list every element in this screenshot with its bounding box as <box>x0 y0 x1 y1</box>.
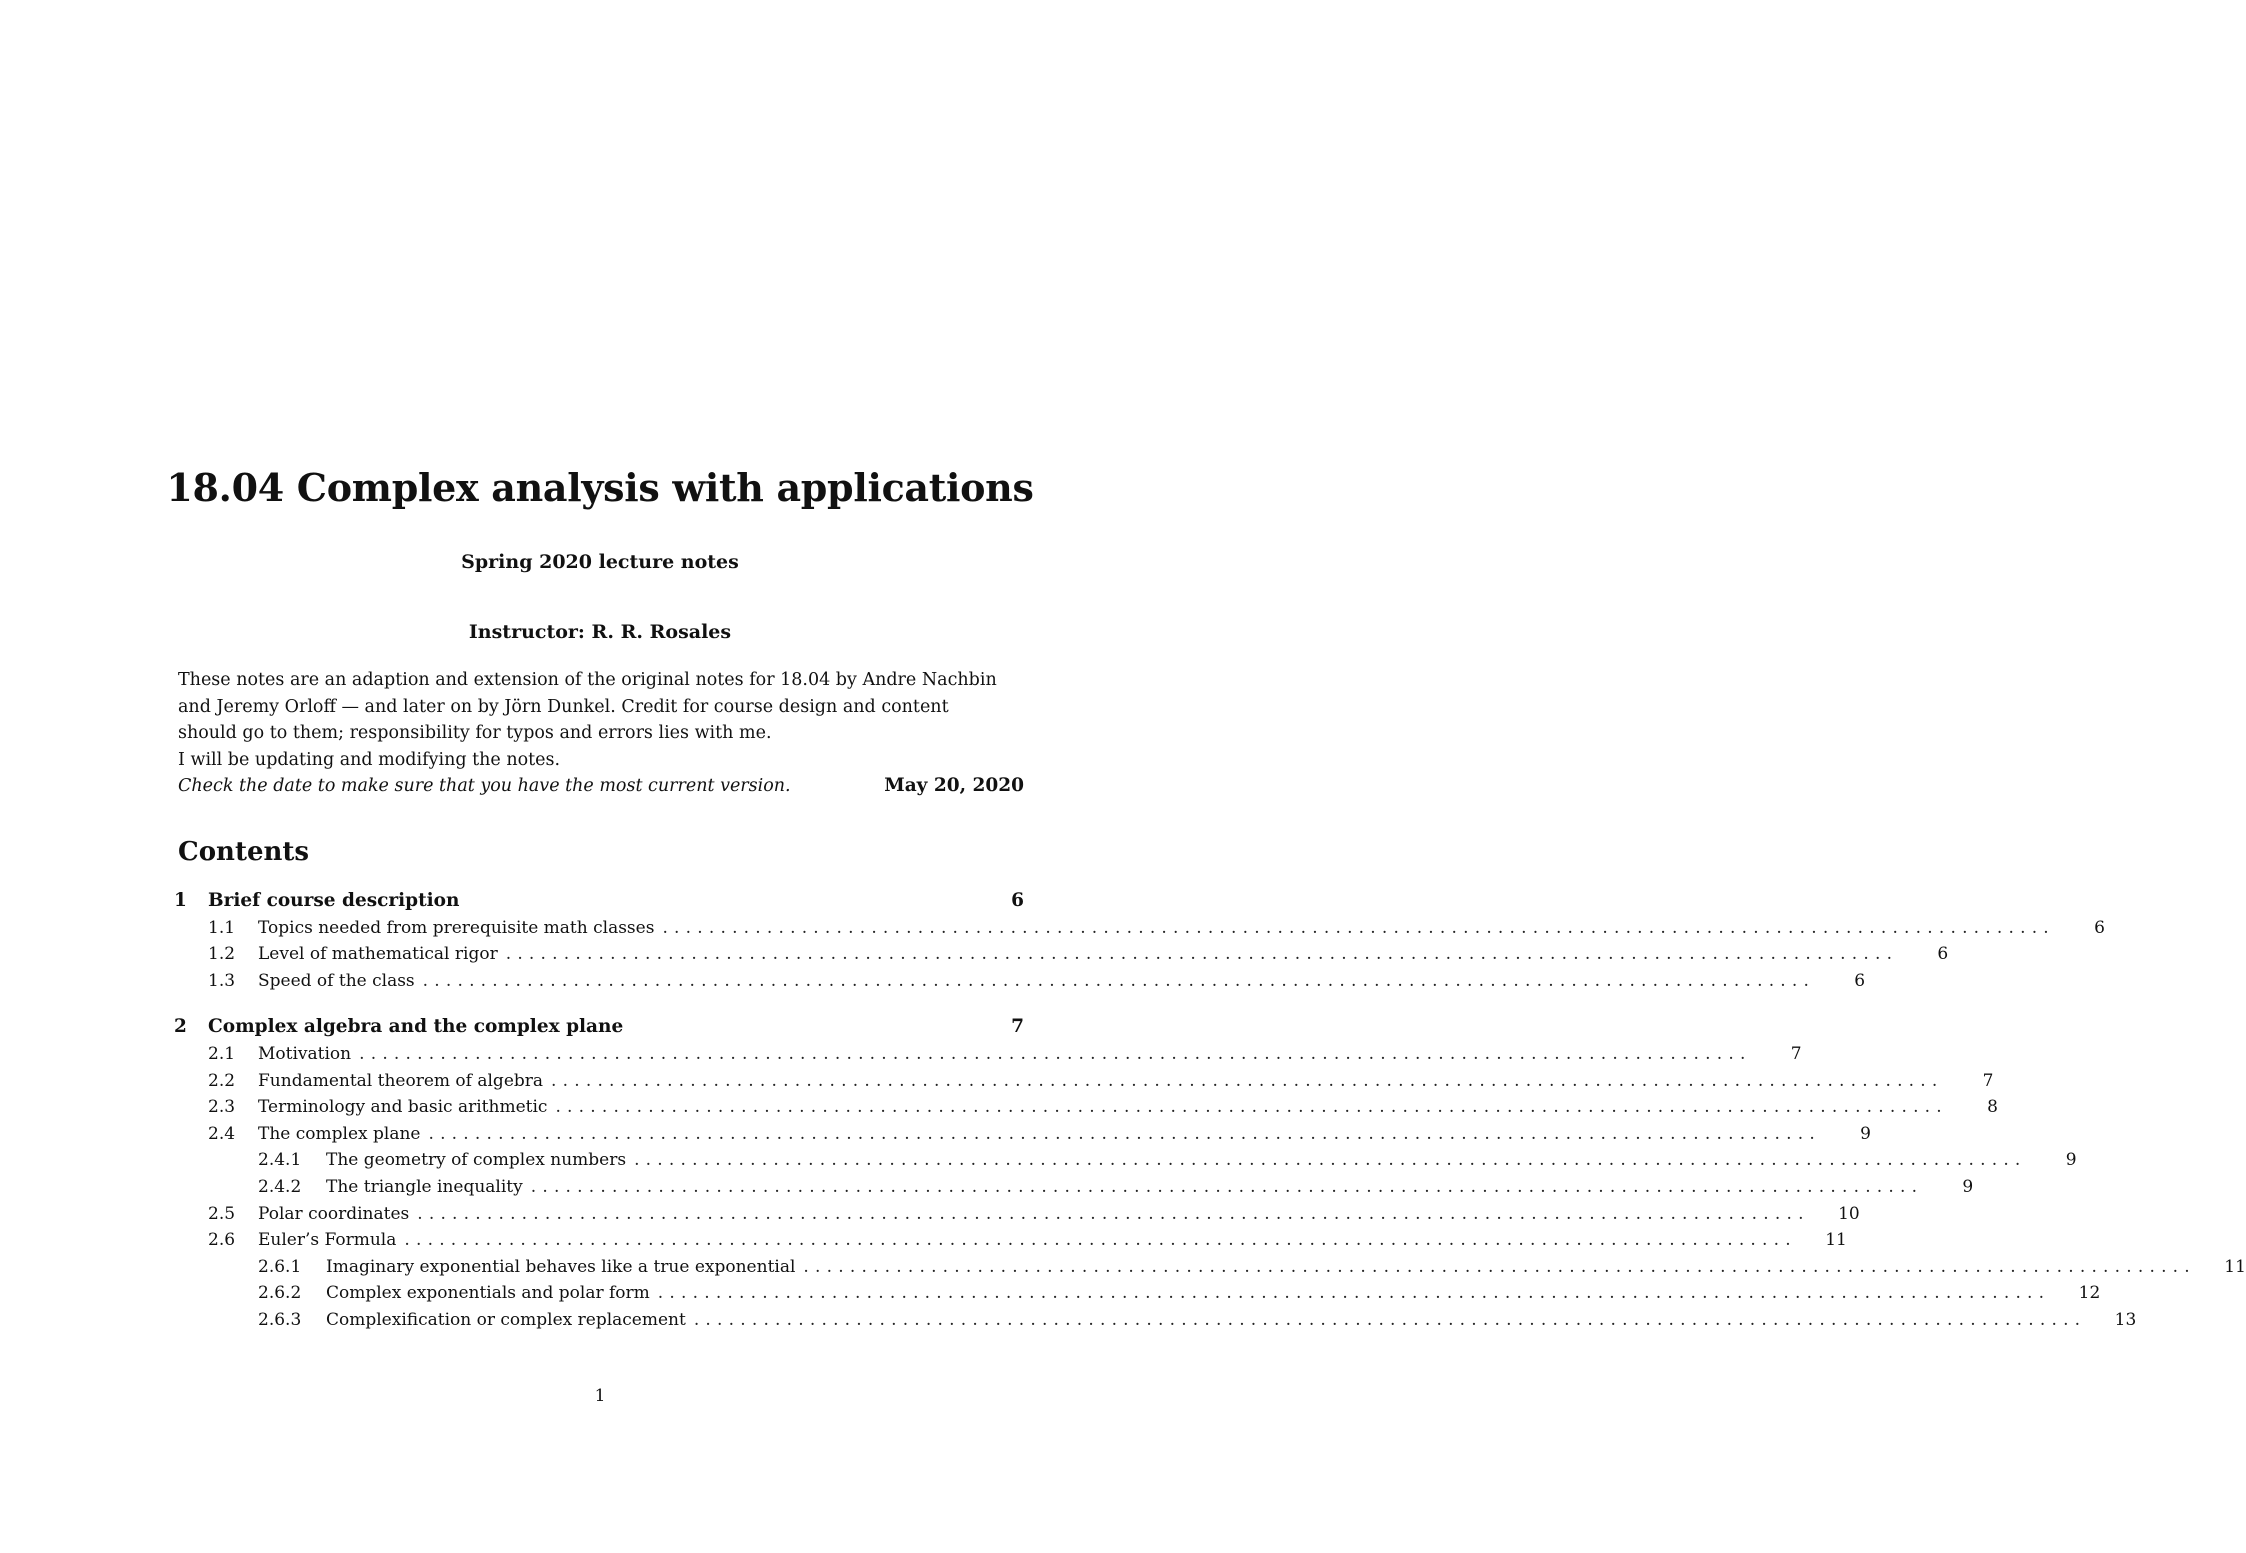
toc-dot-leader: ........................................................................................................................ <box>693 1309 2087 1330</box>
toc-entry-title: Fundamental theorem of algebra <box>258 1070 544 1091</box>
toc-entry-number: 1.1 <box>208 917 236 938</box>
toc-entry-number: 2.3 <box>208 1097 236 1118</box>
toc-entry-subsubsection[interactable] <box>174 1280 2101 1307</box>
toc-entry-number: 2.6 <box>208 1230 236 1251</box>
toc-entry-subsubsection[interactable] <box>174 1147 2077 1174</box>
toc-entry-page: 6 <box>1937 944 1949 965</box>
toc-dot-leader: ........................................................................................................................ <box>657 1283 2051 1304</box>
toc-entry-subsubsection[interactable] <box>174 1307 2137 1334</box>
toc-dot-leader: ........................................................................................................................ <box>555 1097 1948 1118</box>
toc-entry-subsection[interactable] <box>174 1094 1998 1121</box>
toc-entry-subsection[interactable] <box>174 1041 1802 1068</box>
toc-entry-number: 2.2 <box>208 1070 236 1091</box>
intro-line: I will be updating and modifying the notes. <box>178 749 561 770</box>
toc-entry-page: 6 <box>2094 917 2105 938</box>
toc-entry-page: 10 <box>1838 1203 1860 1224</box>
toc-entry-page: 6 <box>1011 890 1024 911</box>
toc-entry-number: 2.4.2 <box>258 1176 302 1197</box>
toc-entry-title: Polar coordinates <box>258 1203 410 1224</box>
toc-entry-title: Complex exponentials and polar form <box>326 1283 650 1304</box>
document-subtitle: Spring 2020 lecture notes <box>461 551 739 573</box>
toc-entry-number: 2.1 <box>208 1043 236 1064</box>
toc-entry-title: Imaginary exponential behaves like a true exponential <box>326 1256 796 1277</box>
page-number: 1 <box>594 1386 606 1406</box>
toc-entry-title: The triangle inequality <box>326 1176 523 1197</box>
toc-dot-leader: ........................................................................................................................ <box>359 1043 1752 1064</box>
toc-entry-title: Speed of the class <box>258 970 415 991</box>
toc-entry-subsection[interactable] <box>174 1068 1994 1095</box>
toc-entry-page: 7 <box>1982 1070 1994 1091</box>
table-of-contents <box>174 888 2246 1334</box>
toc-dot-leader: ........................................................................................................................ <box>662 917 2055 938</box>
toc-entry-number: 2.4.1 <box>258 1150 302 1171</box>
toc-entry-number: 1.3 <box>208 970 236 991</box>
toc-entry-subsubsection[interactable] <box>174 1254 2246 1281</box>
toc-entry-subsubsection[interactable] <box>174 1174 1974 1201</box>
toc-entry-subsection[interactable] <box>174 1201 1860 1228</box>
toc-entry-page: 13 <box>2114 1309 2137 1330</box>
toc-dot-leader: ........................................................................................................................ <box>422 970 1816 991</box>
toc-dot-leader: ........................................................................................................................ <box>417 1203 1810 1224</box>
toc-entry-page: 11 <box>1825 1230 1847 1251</box>
toc-entry-number: 2.6.1 <box>258 1256 302 1277</box>
toc-entry-number: 2.6.2 <box>258 1283 302 1304</box>
toc-entry-subsection[interactable] <box>174 968 1866 995</box>
toc-entry-subsection[interactable] <box>174 1121 1871 1148</box>
intro-line: and Jeremy Orloff — and later on by Jörn Dunkel. Credit for course design and content <box>178 696 949 717</box>
toc-entry-page: 12 <box>2078 1283 2101 1304</box>
toc-entry-title: Brief course description <box>208 890 460 911</box>
toc-entry-page: 9 <box>1962 1176 1974 1197</box>
toc-entry-page: 9 <box>1860 1123 1871 1144</box>
toc-section <box>174 888 2105 994</box>
toc-entry-subsection[interactable] <box>174 1227 1847 1254</box>
toc-entry-subsection[interactable] <box>174 941 1949 968</box>
toc-entry-page: 9 <box>2065 1150 2077 1171</box>
toc-entry-title: Level of mathematical rigor <box>258 944 498 965</box>
toc-dot-leader: ........................................................................................................................ <box>551 1070 1944 1091</box>
toc-entry-number: 2 <box>174 1016 187 1038</box>
toc-entry-number: 2.4 <box>208 1123 236 1144</box>
toc-entry-title: The geometry of complex numbers <box>326 1150 627 1171</box>
toc-entry-page: 7 <box>1790 1043 1802 1064</box>
toc-entry-title: Topics needed from prerequisite math classes <box>258 917 655 938</box>
toc-dot-leader: ........................................................................................................................ <box>505 944 1899 965</box>
version-line <box>178 773 1024 800</box>
document-title: 18.04 Complex analysis with applications <box>166 465 1034 510</box>
toc-entry-title: Euler’s Formula <box>258 1230 397 1251</box>
toc-dot-leader: ........................................................................................................................ <box>404 1230 1797 1251</box>
toc-entry-number: 1.2 <box>208 944 236 965</box>
toc-entry-title: Complexification or complex replacement <box>326 1309 686 1330</box>
toc-dot-leader: ........................................................................................................................ <box>803 1256 2196 1277</box>
toc-entry-section[interactable] <box>174 1014 1024 1041</box>
instructor-line: Instructor: R. R. Rosales <box>468 621 732 643</box>
version-note: Check the date to make sure that you have the most current version. <box>178 776 791 796</box>
toc-entry-title: Motivation <box>258 1043 352 1064</box>
intro-paragraph <box>178 667 1024 800</box>
toc-entry-page: 6 <box>1854 970 1866 991</box>
intro-line: These notes are an adaption and extension of the original notes for 18.04 by Andre Nachbin <box>178 670 997 690</box>
toc-entry-page: 11 <box>2224 1256 2246 1277</box>
toc-entry-page: 8 <box>1987 1097 1998 1118</box>
contents-heading: Contents <box>178 837 310 867</box>
toc-entry-page: 7 <box>1011 1016 1024 1038</box>
toc-dot-leader: ........................................................................................................................ <box>428 1123 1821 1144</box>
intro-line: should go to them; responsibility for typos and errors lies with me. <box>178 723 772 743</box>
toc-entry-title: The complex plane <box>258 1123 421 1144</box>
toc-entry-title: Terminology and basic arithmetic <box>258 1097 548 1118</box>
toc-entry-number: 2.5 <box>208 1203 236 1224</box>
toc-section <box>174 1014 2246 1333</box>
toc-dot-leader: ........................................................................................................................ <box>634 1150 2027 1171</box>
toc-entry-number: 1 <box>174 890 187 911</box>
toc-entry-subsection[interactable] <box>174 915 2105 942</box>
version-date: May 20, 2020 <box>884 775 1024 796</box>
toc-entry-section[interactable] <box>174 888 1024 915</box>
toc-entry-number: 2.6.3 <box>258 1309 302 1330</box>
toc-dot-leader: ........................................................................................................................ <box>530 1176 1924 1197</box>
toc-entry-title: Complex algebra and the complex plane <box>208 1016 624 1038</box>
